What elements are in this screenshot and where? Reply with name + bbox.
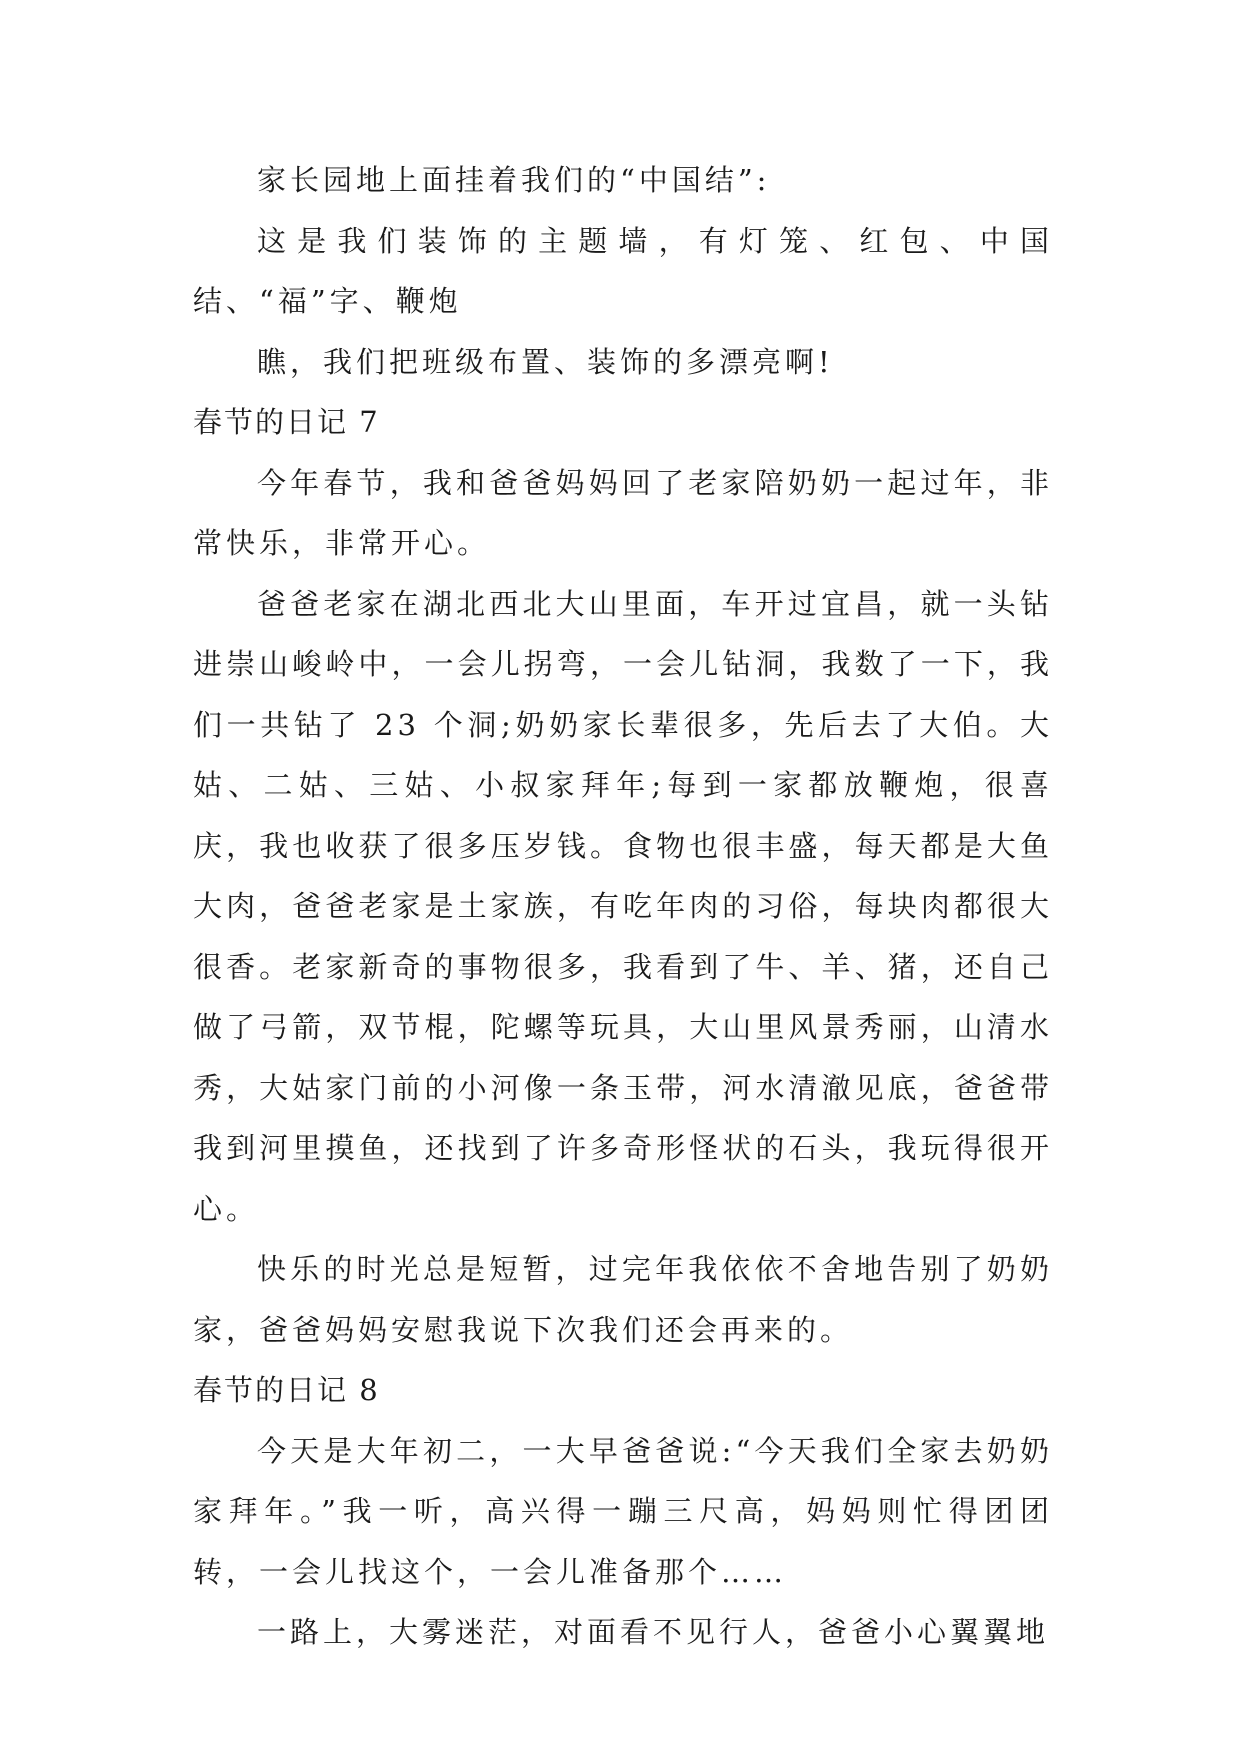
paragraph-class-decoration: 瞧，我们把班级布置、装饰的多漂亮啊! [257, 344, 834, 379]
document-body [193, 150, 1053, 1663]
paragraph-spring-festival-home: 今年春节，我和爸爸妈妈回了老家陪奶奶一起过年，非常快乐，非常开心。 [193, 465, 1053, 560]
heading-diary-7: 春节的日记 7 [193, 405, 380, 439]
paragraph-theme-wall: 这是我们装饰的主题墙，有灯笼、红包、中国结、“福”字、鞭炮 [193, 223, 1053, 318]
heading-diary-8: 春节的日记 8 [193, 1373, 380, 1407]
paragraph-farewell: 快乐的时光总是短暂，过完年我依依不舍地告别了奶奶家，爸爸妈妈安慰我说下次我们还会再来的。 [193, 1252, 1053, 1347]
paragraph-hometown-trip: 爸爸老家在湖北西北大山里面，车开过宜昌，就一头钻进崇山峻岭中，一会儿拐弯，一会儿钻洞，我数了一下，我们一共钻了 23 个洞;奶奶家长辈很多，先后去了大伯。大姑、二姑、三姑、小叔家拜年;每到一家都放鞭炮，很喜庆，我也收获了很多压岁钱。食物也很丰盛，每天都是大鱼大肉，爸爸老家是土家族，有吃年肉的习俗，每块肉都很大很香。老家新奇的事物很多，我看到了牛、羊、猪，还自己做了弓箭，双节棍，陀螺等玩具，大山里风景秀丽，山清水秀，大姑家门前的小河像一条玉带，河水清澈见底，爸爸带我到河里摸鱼，还找到了许多奇形怪状的石头，我玩得很开心。 [193, 586, 1053, 1226]
paragraph-new-year-visit: 今天是大年初二，一大早爸爸说:“今天我们全家去奶奶家拜年。”我一听，高兴得一蹦三尺高，妈妈则忙得团团转，一会儿找这个，一会儿准备那个…… [193, 1433, 1053, 1589]
paragraph-chinese-knot: 家长园地上面挂着我们的“中国结”: [257, 163, 771, 197]
paragraph-foggy-road: 一路上，大雾迷茫，对面看不见行人，爸爸小心翼翼地 [257, 1615, 1050, 1649]
